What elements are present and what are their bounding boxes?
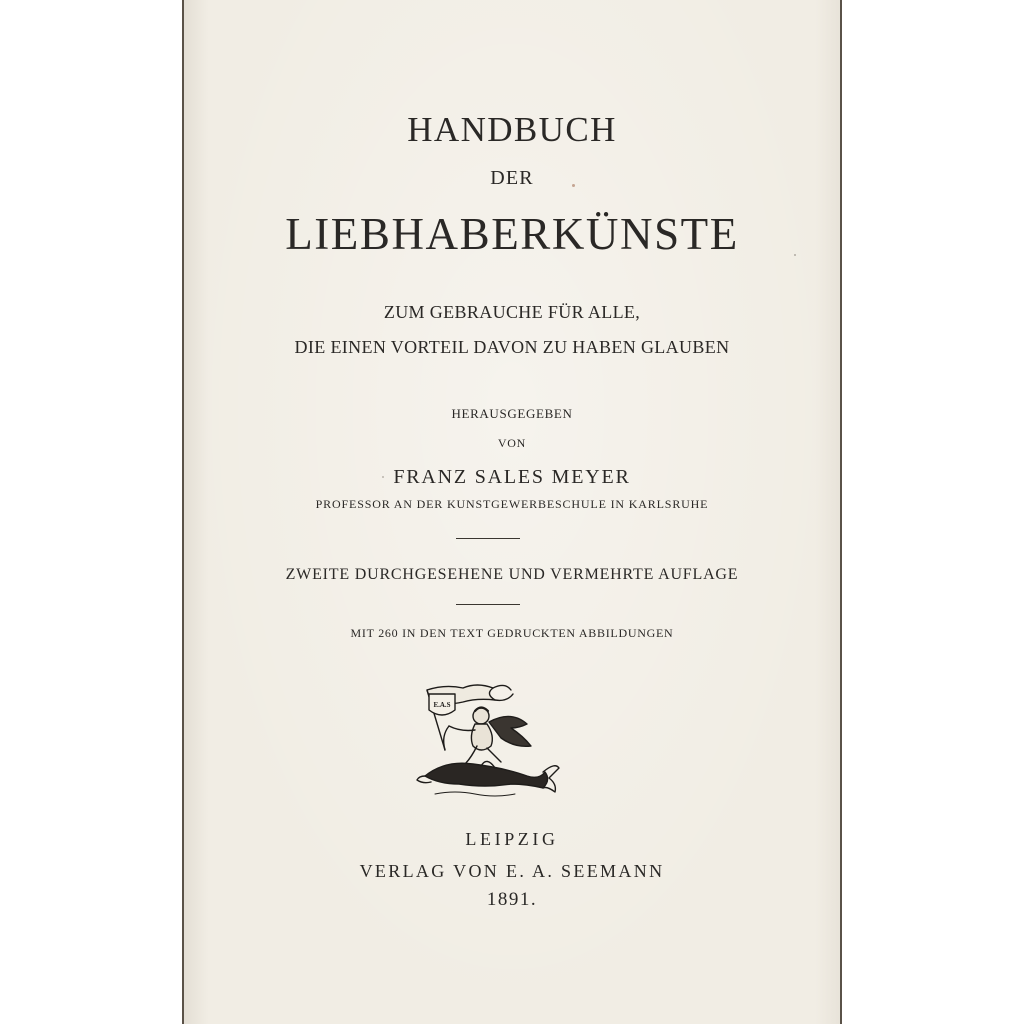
author-name: FRANZ SALES MEYER	[393, 466, 631, 488]
paper-speck	[794, 254, 796, 256]
title-line-der: DER	[490, 167, 534, 189]
paper-speck	[572, 184, 575, 187]
printers-mark-monogram: E.A.S	[433, 701, 451, 709]
imprint-year: 1891.	[486, 889, 538, 910]
edition-statement: ZWEITE DURCHGESEHENE UND VERMEHRTE AUFLAGE	[285, 566, 739, 583]
author-title: PROFESSOR AN DER KUNSTGEWERBESCHULE IN KARLSRUHE	[315, 497, 709, 511]
paper-speck	[382, 476, 384, 478]
subtitle-line-2: DIE EINEN VORTEIL DAVON ZU HABEN GLAUBEN	[294, 337, 730, 357]
title-line-handbuch: HANDBUCH	[407, 110, 617, 149]
title-page	[182, 0, 842, 1024]
main-title: LIEBHABERKÜNSTE	[285, 209, 739, 259]
divider-rule-bottom	[456, 604, 520, 605]
printers-mark-cherub-dolphin-icon	[415, 680, 563, 798]
imprint-city: LEIPZIG	[465, 829, 559, 849]
editor-intro-herausgegeben: HERAUSGEGEBEN	[451, 406, 573, 421]
illustrations-note: MIT 260 IN DEN TEXT GEDRUCKTEN ABBILDUNGEN	[350, 626, 674, 640]
editor-intro-von: VON	[497, 436, 527, 450]
subtitle-line-1: ZUM GEBRAUCHE FÜR ALLE,	[383, 302, 641, 322]
imprint-publisher: VERLAG VON E. A. SEEMANN	[359, 861, 665, 881]
divider-rule-top	[456, 538, 520, 539]
